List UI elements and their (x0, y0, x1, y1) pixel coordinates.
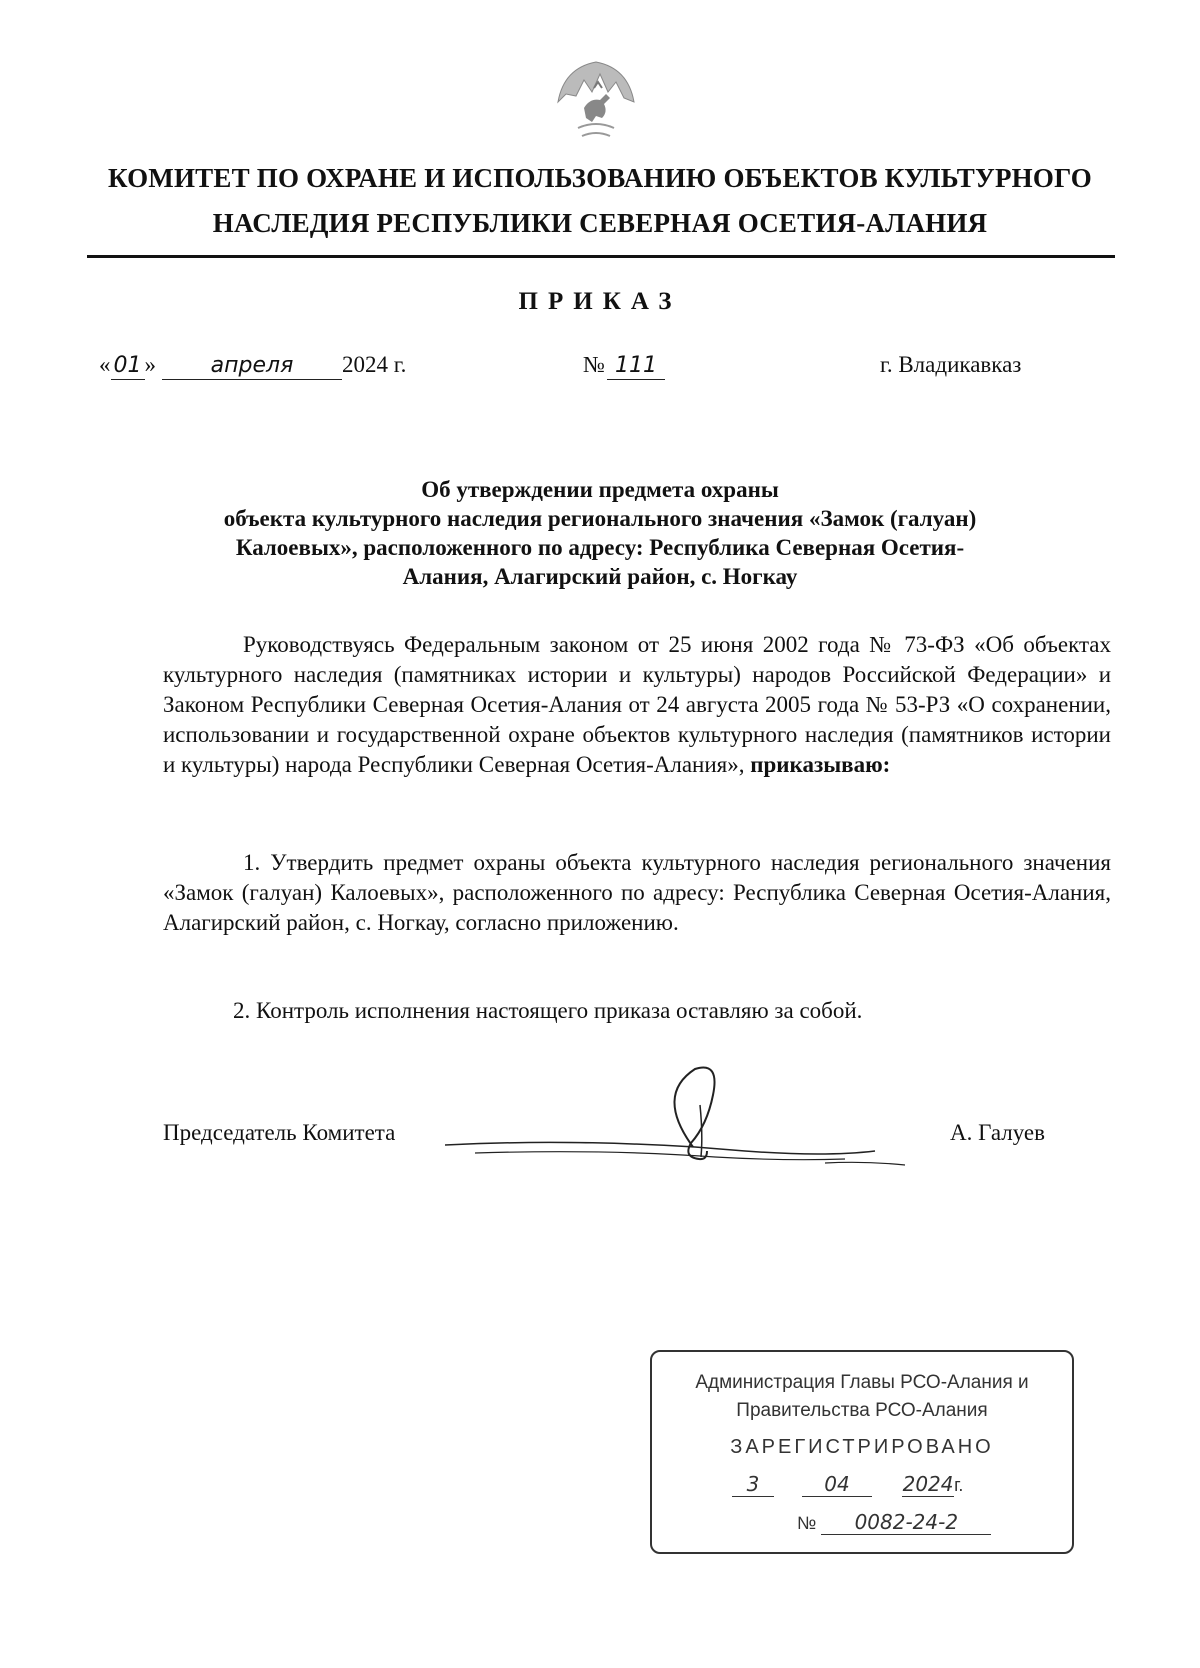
preamble-paragraph (163, 630, 1111, 780)
stamp-number-handwritten: 0082-24-2 (821, 1510, 991, 1535)
signatory-position: Председатель Комитета (163, 1120, 396, 1145)
organization-name-line2: НАСЛЕДИЯ РЕСПУБЛИКИ СЕВЕРНАЯ ОСЕТИЯ-АЛАНИЯ (212, 208, 988, 238)
stamp-year-handwritten: 2024 (902, 1472, 954, 1496)
stamp-authority-line2: Правительства РСО-Алания (736, 1400, 988, 1421)
stamp-month-handwritten: 04 (802, 1472, 872, 1497)
number-handwritten: 111 (607, 353, 665, 380)
coat-of-arms-emblem-icon (554, 58, 638, 146)
order-city: г. Владикавказ (880, 352, 1022, 377)
date-year: 2024 г. (342, 352, 407, 377)
subject-line: Об утверждении предмета охраны (421, 477, 779, 502)
document-type-title: ПРИКАЗ (518, 288, 682, 315)
order-item-2: 2. Контроль исполнения настоящего приказа оставляю за собой. (233, 998, 863, 1023)
preamble-text: Руководствуясь Федеральным законом от 25 июня 2002 года № 73-ФЗ «Об объектах культурного наследия (памятниках истории и культуры) народов Российской Федерации» и Законом Республики Северная Осетия-Алания от 24 августа 2005 года № 53-РЗ «О сохранении, использовании и государственной охране объектов культурного наследия (памятников истории и культуры) народа Республики Северная Осетия-Алания», (163, 632, 1111, 777)
subject-line: Калоевых», расположенного по адресу: Республика Северная Осетия- (235, 535, 965, 560)
date-open-quote: « (99, 352, 111, 377)
stamp-date (732, 1472, 963, 1497)
organization-name-line1: КОМИТЕТ ПО ОХРАНЕ И ИСПОЛЬЗОВАНИЮ ОБЪЕКТОВ КУЛЬТУРНОГО (107, 163, 1092, 193)
stamp-number (797, 1510, 991, 1535)
stamp-year-suffix: г. (954, 1475, 964, 1495)
date-day-handwritten: 01 (111, 353, 145, 380)
date-month-handwritten: апреля (162, 353, 342, 380)
order-number (583, 352, 665, 380)
signatory-name: А. Галуев (950, 1120, 1045, 1145)
registration-stamp (650, 1350, 1074, 1554)
subject-line: Алания, Алагирский район, с. Ногкау (402, 564, 798, 589)
date-close-quote: » (144, 352, 156, 377)
subject-line: объекта культурного наследия регионального значения «Замок (галуан) (223, 506, 977, 531)
stamp-number-prefix: № (797, 1513, 817, 1533)
stamp-registered-label: ЗАРЕГИСТРИРОВАНО (730, 1436, 994, 1458)
header-divider (87, 255, 1115, 258)
order-subject (140, 475, 1060, 591)
handwritten-signature (445, 1065, 965, 1185)
stamp-authority-line1: Администрация Главы РСО-Алания и (695, 1372, 1029, 1393)
number-prefix: № (583, 352, 605, 377)
preamble-directive: приказываю: (750, 752, 891, 777)
order-item-1: 1. Утвердить предмет охраны объекта культурного наследия регионального значения «Замок (галуан) Калоевых», расположенного по адресу: Республика Северная Осетия-Алания, Алагирский район, с. Ногкау, согласно приложению. (163, 850, 1111, 935)
order-date (99, 352, 406, 380)
stamp-day-handwritten: 3 (732, 1472, 774, 1497)
